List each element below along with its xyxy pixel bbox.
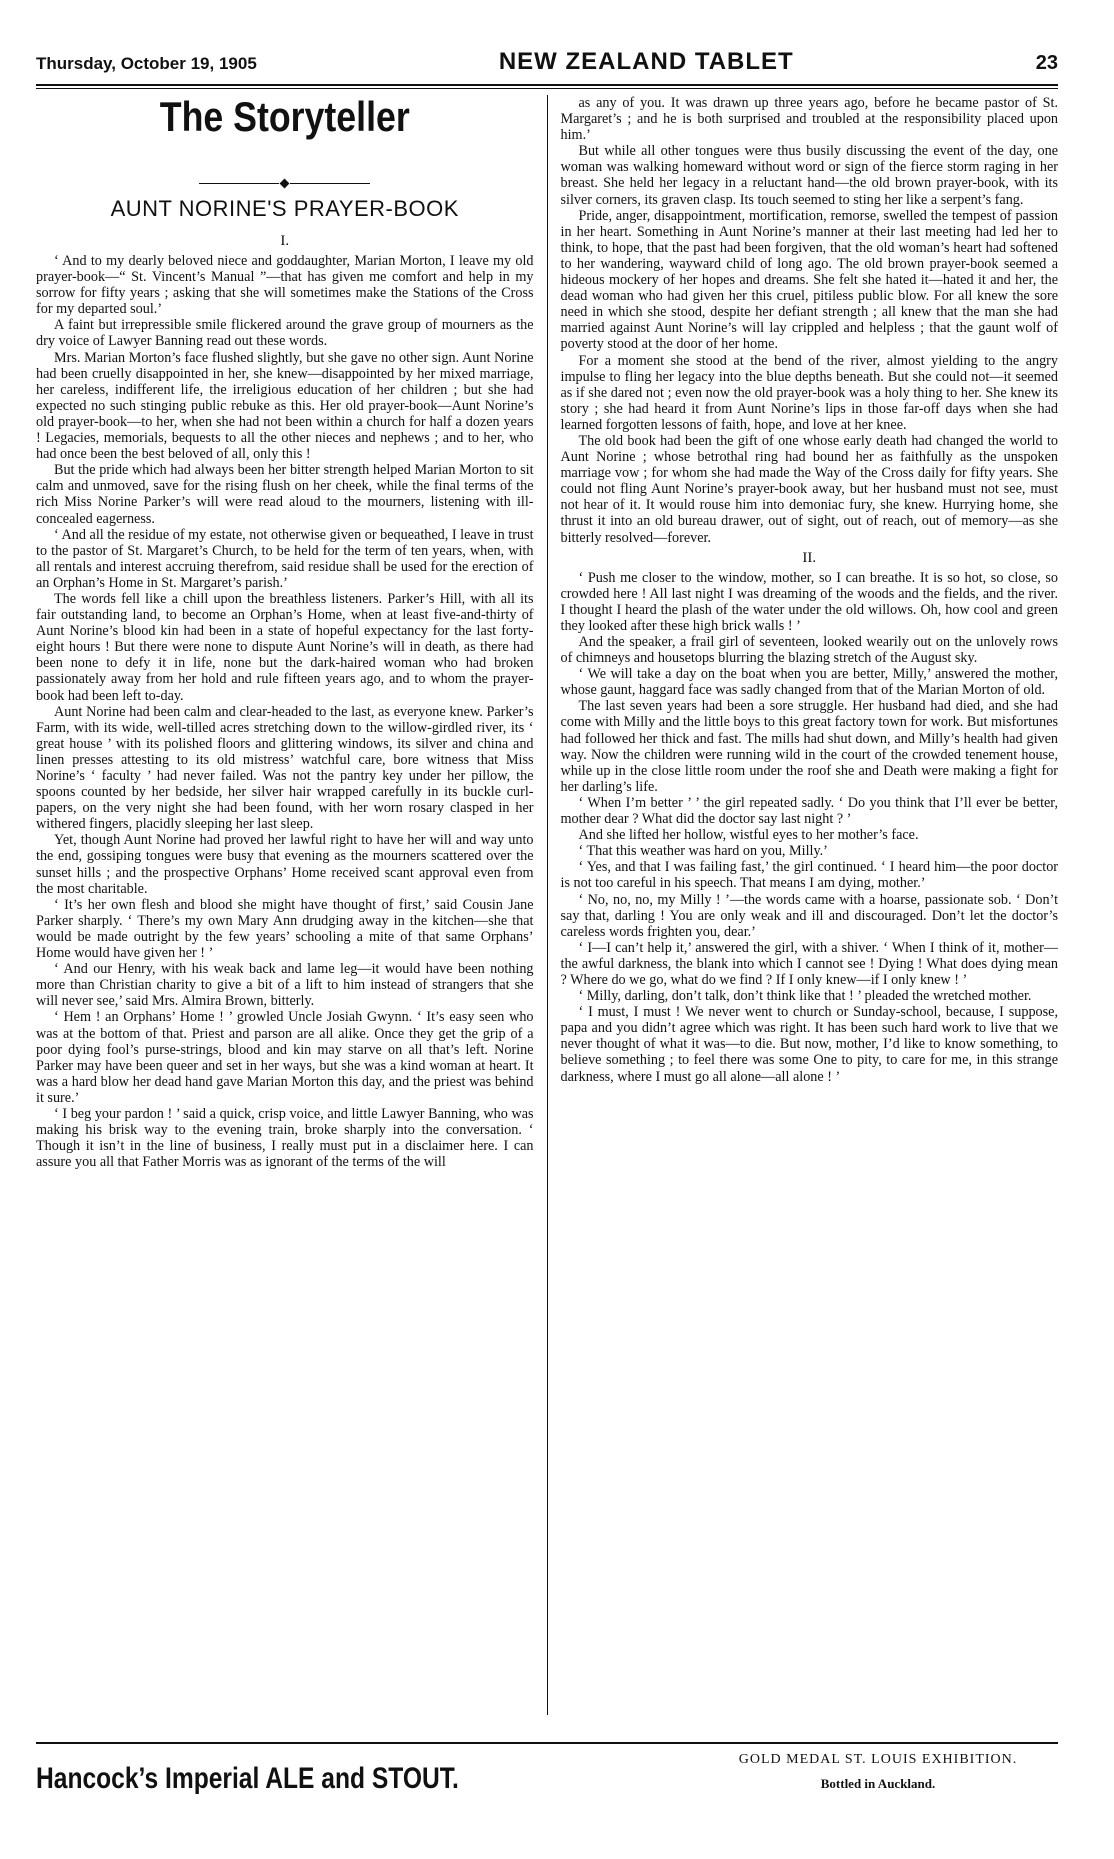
paragraph: Pride, anger, disappointment, mortification, remorse, swelled the tempest of passion in her heart. Something in Aunt Norine’s manner at their last meeting had led her to think, to hope, that the past had been forgiven, that the old woman’s heart had softened to her wandering, wayward child of long ago. The old brown prayer-book seemed a hideous mockery of her hopes and dreams. She felt she hated it—hated it and her, the dead woman who had given her this cruel, pitiless public blow. For all knew the sore need in which she stood, despite her defiant strength ; all knew that the man she had married against Aunt Norine’s will lay crippled and helpless ; that the gaunt wolf of poverty stood at the door of her home. (560, 207, 1059, 353)
paragraph: But the pride which had always been her bitter strength helped Marian Morton to sit calm and unmoved, save for the rising flush on her cheek, while the final terms of the rich Miss Norine Parker’s will were read aloud to the mourners, listening with ill-concealed eagerness. (36, 462, 534, 527)
exhibition-notice (698, 1752, 1058, 1792)
ale-advertisement: Hancock’s Imperial ALE and STOUT. (36, 1762, 459, 1795)
paragraph: For a moment she stood at the bend of the river, almost yielding to the angry impulse to fling her legacy into the blue depths beneath. But she could not—it seemed as if she dared not ; even now the old prayer-book was a holy thing to her. She knew its story ; she had heard it from Aunt Norine’s lips in those far-off days when she had learned forgotten lessons of faith, hope, and love at her knee. (560, 352, 1059, 433)
paragraph: ‘ When I’m better ’ ’ the girl repeated sadly. ‘ Do you think that I’ll ever be better, mother dear ? What did the doctor say last night ? ’ (560, 794, 1059, 828)
paragraph: And she lifted her hollow, wistful eyes to her mother’s face. (578, 827, 919, 844)
part-two-heading: II. (802, 549, 817, 566)
paragraph: ‘ It’s her own flesh and blood she might have thought of first,’ said Cousin Jane Parker sharply. ‘ There’s my own Mary Ann drudging away in the kitchen—she that would be made outright by the few years’ schooling a mite of that same Orphans’ Home would have given her ! ’ (36, 896, 534, 962)
paragraph: Mrs. Marian Morton’s face flushed slightly, but she gave no other sign. Aunt Norine had been cruelly disappointed in her, she knew—disappointed by her mixed marriage, her careless, indifferent life, the irreligious education of her children ; but she had expected no such stinging public rebuke as this. Her old prayer-book—Aunt Norine’s old prayer-book—to her, when she had not been within a church for half a dozen years ! Legacies, memorials, bequests to all the other nieces and nephews ; and to her, who had once been the best beloved of all, only this ! (36, 349, 534, 463)
ornament-line (290, 183, 370, 184)
paragraph: ‘ Hem ! an Orphans’ Home ! ’ growled Uncle Josiah Gwynn. ‘ It’s easy seen who was at the bottom of that. Priest and parson are all alike. Once they get the grip of a poor dying fool’s purse-strings, blood and kin may starve on all that’s left. Norine Parker may have been queer and set in her ways, but she was a kind woman at heart. It was a hard blow her dead hand gave Marian Morton this day, and the priest was behind it sure.’ (36, 1009, 534, 1106)
newspaper-title: NEW ZEALAND TABLET (498, 48, 794, 75)
paragraph: The old book had been the gift of one whose early death had changed the world to Aunt Norine ; whose betrothal ring had bound her as faithfully as the unspoken marriage vow ; for whom she had made the Way of the Cross daily for fifty years. She could not fling Aunt Norine’s prayer-book away, but her husband must not see, must not hear of it. It would rouse him into demoniac fury, she knew. Hurrying home, she thrust it into an old bureau drawer, out of sight, out of reach, out of memory—as she bitterly resolved—forever. (560, 432, 1059, 546)
paragraph: Aunt Norine had been calm and clear-headed to the last, as everyone knew. Parker’s Farm, with its wide, well-tilled acres stretching down to the willow-girdled river, its ‘ great house ’ with its polished floors and glittering windows, its silver and china and linen presses attesting to its old mistress’ watchful care, bore witness that Miss Norine’s ‘ faculty ’ had never failed. Was not the pantry key under her pillow, the spoons counted by her bedside, her silver hair wrapped carefully in its buckle curl-papers, on the very night she had been found, with her worn rosary clasped in her withered fingers, placidly sleeping her last sleep. (36, 703, 534, 833)
bottled-line: Bottled in Auckland. (820, 1776, 936, 1791)
paragraph: ‘ We will take a day on the boat when you are better, Milly,’ answered the mother, whose gaunt, haggard face was sadly changed from that of the Marian Morton of old. (560, 666, 1059, 699)
paragraph: ‘ No, no, no, my Milly ! ’—the words came with a hoarse, passionate sob. ‘ Don’t say that, darling ! You are only weak and ill and discouraged. Don’t let the doctor’s careless words frighten you, dear.’ (560, 891, 1059, 940)
paragraph: ‘ Milly, darling, don’t talk, don’t think like that ! ’ pleaded the wretched mother. (578, 988, 1032, 1005)
advertisement-footer (36, 1752, 1058, 1808)
left-column (36, 95, 547, 1715)
paragraph: But while all other tongues were thus busily discussing the event of the day, one woman was walking homeward without word or sign of the fierce storm raging in her breast. She held her legacy in a reluctant hand—the old brown prayer-book, with its silver corners, its graven clasp. Its touch seemed to sting her like a serpent’s fang. (560, 143, 1059, 208)
right-column (548, 95, 1059, 1715)
paragraph: A faint but irrepressible smile flickered around the grave group of mourners as the dry voice of Lawyer Banning read out these words. (36, 317, 534, 350)
ornament-line (199, 183, 279, 184)
diamond-icon (280, 178, 290, 188)
section-title: The Storyteller (159, 95, 410, 140)
right-column-part-two (561, 570, 1059, 1085)
paragraph: ‘ I—I can’t help it,’ answered the girl, with a shiver. ‘ When I think of it, mother—the awful darkness, the blank into which I cannot see ! Dying ! What does dying mean ? Where do we go, what do we find ? If I only knew—if I only knew ! ’ (560, 939, 1059, 988)
masthead-rule (36, 84, 1058, 89)
story-title: AUNT NORINE'S PRAYER-BOOK (110, 196, 459, 221)
part-one-heading: I. (280, 233, 290, 249)
paragraph: Yet, though Aunt Norine had proved her lawful right to have her will and way unto the end, gossiping tongues were busy that evening as the mourners scattered over the sunset hills ; and the prospective Orphans’ Home received scant approval even from the most charitable. (36, 832, 534, 897)
paragraph: ‘ And all the residue of my estate, not otherwise given or bequeathed, I leave in trust to the pastor of St. Margaret’s Church, to be held for the term of ten years, when, with all rentals and interest accruing therefrom, said residue shall be used for the erection of an Orphan’s Home in St. Margaret’s parish.’ (36, 526, 534, 591)
paragraph: as any of you. It was drawn up three years ago, before he became pastor of St. Margaret’s ; and he is both surprised and troubled at the responsibility placed upon him.’ (560, 95, 1059, 144)
paragraph: The last seven years had been a sore struggle. Her husband had died, and she had come with Milly and the little boys to this great factory town for work. But misfortunes had followed her thick and fast. The mills had shut down, and Milly’s health had given way. Now the children were running wild in the court of the crowded tenement house, while up in the close little room under the roof she and Death were making a fight for her darling’s life. (560, 698, 1059, 795)
paragraph: And the speaker, a frail girl of seventeen, looked wearily out on the unlovely rows of chimneys and housetops blurring the blazing stretch of the August sky. (560, 634, 1059, 667)
issue-date: Thursday, October 19, 1905 (36, 54, 257, 73)
gold-medal-line: GOLD MEDAL ST. LOUIS EXHIBITION. (738, 1752, 1018, 1767)
paragraph: ‘ Push me closer to the window, mother, so I can breathe. It is so hot, so close, so crowded here ! All last night I was dreaming of the woods and the fields, and the river. I thought I heard the plash of the water under the old willows. Oh, how cool and green they looked after these high brick walls ! ’ (560, 569, 1059, 634)
paragraph: ‘ I must, I must ! We never went to church or Sunday-school, because, I suppose, papa and you didn’t agree which was right. It has been such hard work to live that we never thought of what it was—to die. But now, mother, I’d like to know something, to believe something ; to feel there was some One to pity, to care for me, in this strange darkness, where I must go all alone—all alone ! ’ (560, 1004, 1059, 1085)
page-number: 23 (1035, 52, 1058, 74)
paragraph: ‘ And to my dearly beloved niece and goddaughter, Marian Morton, I leave my old prayer-book—“ St. Vincent’s Manual ”—that has given me comfort and help in my sorrow for fifty years ; asking that she will sometimes make the Stations of the Cross for my departed soul.’ (36, 253, 534, 318)
paragraph: ‘ That this weather was hard on you, Milly.’ (578, 843, 828, 860)
right-column-part-one (561, 95, 1059, 546)
paragraph: ‘ I beg your pardon ! ’ said a quick, crisp voice, and little Lawyer Banning, who was making his brisk way to the evening train, broke sharply into the conversation. ‘ Though it isn’t in the line of business, I really must put in a disclaimer here. I can assure you all that Father Morris was as ignorant of the terms of the will (36, 1105, 534, 1171)
paragraph: ‘ And our Henry, with his weak back and lame leg—it would have been nothing more than Christian charity to give a bit of a lift to him instead of strangers that she will never see,’ said Mrs. Almira Brown, bitterly. (36, 961, 534, 1010)
masthead (36, 48, 1058, 82)
paragraph: The words fell like a chill upon the breathless listeners. Parker’s Hill, with all its fair outstanding land, to become an Orphan’s Home, when at least five-and-thirty of Aunt Norine’s blood kin had been in a state of hopeful expectancy for the last forty-eight hours ! But there were none to dispute Aunt Norine’s will in death, as there had been none to defy it in life, none but the dark-haired woman who had broken passionately away from her hold and rule fifteen years ago, and to whom the prayer-book had been left to-day. (36, 590, 534, 704)
footer-rule (36, 1742, 1058, 1744)
columns (36, 95, 1058, 1715)
left-column-body (36, 253, 534, 1170)
ornament-divider (36, 177, 534, 189)
paragraph: ‘ Yes, and that I was failing fast,’ the girl continued. ‘ I heard him—the poor doctor is not too careful in his speech. That means I am dying, mother.’ (560, 859, 1059, 892)
